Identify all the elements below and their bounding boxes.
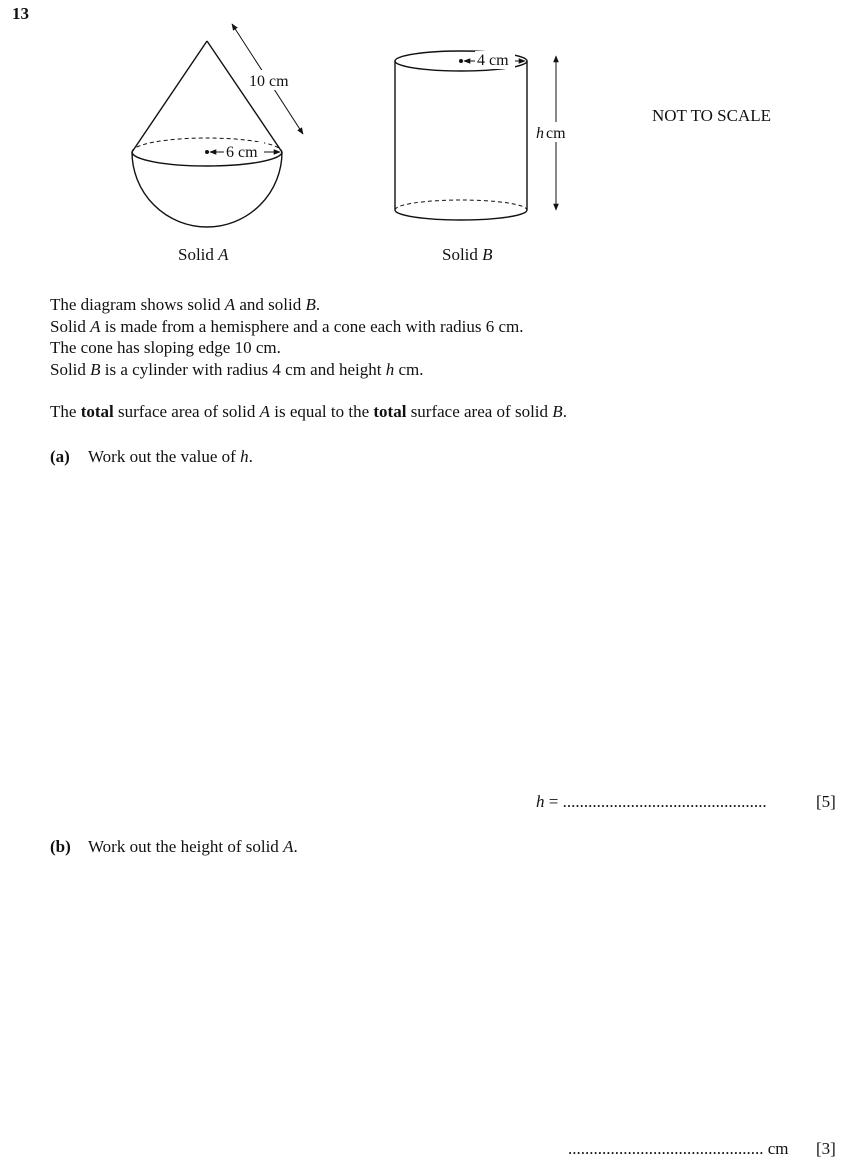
caption-solid-b: Solid B — [442, 245, 493, 264]
part-a-answer-line[interactable]: h = ................................................ — [536, 792, 767, 811]
part-b-answer-line[interactable]: .............................................. cm — [568, 1139, 789, 1158]
not-to-scale-note: NOT TO SCALE — [652, 106, 772, 125]
solids-diagram — [0, 0, 853, 280]
radius-label-a: 6 cm — [226, 144, 258, 161]
body-line-4: Solid B is a cylinder with radius 4 cm and height h cm. — [50, 359, 424, 379]
equal-area-statement: The total surface area of solid A is equal to the total surface area of solid B. — [50, 402, 567, 421]
centre-dot-b — [459, 59, 463, 63]
body-line-1: The diagram shows solid A and solid B. — [50, 295, 321, 314]
body-line-3: The cone has sloping edge 10 cm. — [50, 338, 281, 357]
part-b-marks: [3] — [816, 1139, 836, 1158]
cone-left-edge — [132, 41, 207, 152]
solid-a — [132, 24, 303, 227]
centre-dot-a — [205, 150, 209, 154]
part-a-prompt: (a) Work out the value of h. — [50, 447, 253, 466]
part-a-marks: [5] — [816, 792, 836, 811]
cylinder-base-front — [395, 210, 527, 220]
radius-label-b: 4 cm — [477, 52, 509, 69]
solid-b — [395, 51, 578, 220]
part-b-answer-dots: .............................................. — [568, 1139, 764, 1158]
cone-right-edge — [207, 41, 282, 152]
part-b-prompt: (b) Work out the height of solid A. — [50, 837, 298, 856]
hemisphere-bowl — [132, 152, 282, 227]
question-body — [50, 294, 524, 380]
caption-solid-a: Solid A — [178, 245, 229, 264]
body-line-2: Solid A is made from a hemisphere and a cone each with radius 6 cm. — [50, 316, 524, 336]
part-a-answer-dots: ................................................ — [562, 792, 767, 811]
cylinder-base-back — [395, 200, 527, 210]
question-number: 13 — [12, 4, 29, 23]
slant-label: 10 cm — [249, 73, 289, 90]
height-label: h cm — [536, 125, 566, 142]
